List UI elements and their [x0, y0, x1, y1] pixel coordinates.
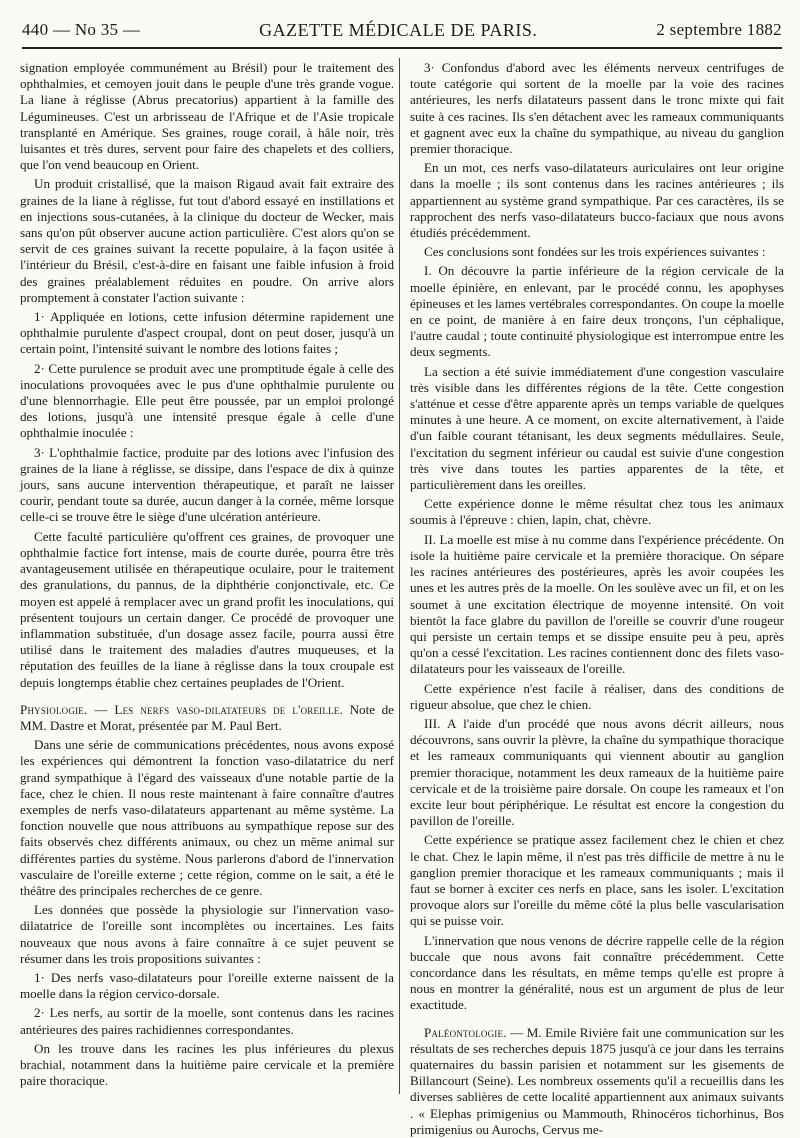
paragraph: 2· Les nerfs, au sortir de la moelle, sont contenus dans les racines antérieures des paires rachidiennes correspondantes.	[20, 1005, 394, 1037]
paragraph: Cette expérience se pratique assez facilement chez le chien et chez le chat. Chez le lapin même, il n'est pas très difficile de mettre à nu le ganglion premier thoracique et les rameaux communiquants ; mais il faut se borner à exciter ces nerfs en place, sans les isoler. L'excitation provoque alors sur l'oreille du même côté la plus belle vascularisation qui se puisse voir.	[410, 832, 784, 929]
paragraph: L'innervation que nous venons de décrire rappelle celle de la région buccale que nous avons fait connaître précédemment. Cette concordance dans les résultats, en même temps qu'elle est propre à nous en montrer la généralité, nous est un argument de plus de leur exactitude.	[410, 932, 784, 1013]
page-number: 440	[22, 20, 49, 39]
publication-title: GAZETTE MÉDICALE DE PARIS.	[259, 19, 538, 40]
paragraph: En un mot, ces nerfs vaso-dilatateurs auriculaires ont leur origine dans la moelle ; ils sont contenus dans les racines antérieures ; ils appartiennent au système grand sympathique. Par ces caractères, ils se rapprochent des nerfs vaso-dilatateurs bucco-faciaux que nous avons étudiés précédemment.	[410, 160, 784, 241]
issue-date: 2 septembre 1882	[656, 20, 782, 39]
paragraph: 3· L'ophthalmie factice, produite par des lotions avec l'infusion des graines de la liane à réglisse, se dissipe, dans l'espace de dix à quinze jours, sans aucune intervention thérapeutique, et paraît ne laisser courir, pendant toute sa durée, aucun danger à la cornée, même lorsque celle-ci se trouve être le siège d'une ulcération antérieure.	[20, 444, 394, 525]
section-byline: Note de MM. Dastre et Morat, présentée par M. Paul Bert.	[20, 701, 394, 733]
header-rule	[22, 47, 782, 49]
paragraph: III. A l'aide d'un procédé que nous avons décrit ailleurs, nous découvrons, sans ouvrir la plèvre, la chaîne du sympathique thoracique et les rameaux communiquants qui viennent aboutir au ganglion premier thoracique, notamment les deux rameaux de la huitième paire cervicale et de la troisième paire dorsale. On coupe les rameaux et l'on excite leur bout périphérique. Le résultat est encore la congestion du pavillon de l'oreille.	[410, 715, 784, 829]
paragraph: Dans une série de communications précédentes, nous avons exposé les expériences qui démontrent la fonction vaso-dilatatrice du nerf grand sympathique à l'égard des vaisseaux d'une notable partie de la face, chez le chien. Il nous reste maintenant à faire connaître d'autres exemples de nerfs vaso-dilatateurs appartenant au même système. La fonction nouvelle que nous attribuons au sympathique repose sur des faits observés chez différents animaux, ou chez un même animal sur différentes parties du système. Nous parlerons d'abord de l'innervation vasculaire de l'oreille externe ; cette région, comme on le sait, a été le théâtre des principales recherches de ce genre.	[20, 737, 394, 898]
paragraph: I. On découvre la partie inférieure de la région cervicale de la moelle épinière, en enlevant, par le procédé connu, les apophyses épineuses et les lames vertébrales correspondantes. On coupe la moelle en ce point, de manière à en faire deux tronçons, l'un céphalique, l'autre caudal ; toute continuité physiologique est interrompue entre les deux segments.	[410, 263, 784, 360]
paragraph: Cette expérience n'est facile à réaliser, dans des conditions de rigueur absolue, que chez le chien.	[410, 680, 784, 712]
paragraph: 3· Confondus d'abord avec les éléments nerveux centrifuges de toute catégorie qui sortent de la moelle par la voie des racines antérieures, les nerfs dilatateurs passent dans le tronc mixte qui fait suite à ces racines. Ils s'en détachent avec les rameaux communiquants et gagnent avec eux la chaîne du sympathique, au niveau du ganglion premier thoracique.	[410, 60, 784, 157]
left-column	[20, 60, 394, 1090]
paragraph: II. La moelle est mise à nu comme dans l'expérience précédente. On isole la huitième paire cervicale et la première thoracique. On sépare les racines antérieures des postérieures, après les avoir coupées les unes et les autres près de la moelle. On les soulève avec un fil, et on les soumet à une excitation électrique de moyenne intensité. On voit bientôt la face glabre du pavillon de l'oreille se couvrir d'une rougeur qui persiste un certain temps et se dissipe ensuite peu à peu, après qu'on a cessé l'excitation. Les racines contiennent donc des filets vaso-dilatateurs pour les vaisseaux de l'oreille.	[410, 531, 784, 677]
paragraph: Les données que possède la physiologie sur l'innervation vaso-dilatatrice de l'oreille sont incomplètes ou incertaines. Les faits nouveaux que nous avons à faire connaître à ce sujet peuvent se résumer dans les trois propositions suivantes :	[20, 902, 394, 966]
paragraph: La section a été suivie immédiatement d'une congestion vasculaire très visible dans les différentes régions de la tête. Cette congestion s'atténue et cesse d'être apparente après un temps variable de quelques minutes à une heure. A ce moment, on excite alternativement, à l'aide d'un faible courant tétanisant, les deux segments médullaires. Seule, l'excitation du segment inférieur ou caudal est suivie d'une congestion très vive dans toutes les parties apparentes de la tête, et particulièrement dans les oreilles.	[410, 363, 784, 493]
paragraph: 1· Des nerfs vaso-dilatateurs pour l'oreille externe naissent de la moelle dans la région cervico-dorsale.	[20, 969, 394, 1002]
paragraph: 1· Appliquée en lotions, cette infusion détermine rapidement une ophthalmie purulente d'aspect croupal, dont on peut doser, jusqu'à un certain point, l'intensité suivant le nombre des lotions faites ;	[20, 309, 394, 357]
paragraph: Cette expérience donne le même résultat chez tous les animaux soumis à l'épreuve : chien, lapin, chat, chèvre.	[410, 496, 784, 528]
section-label: Paléontologie.	[424, 1024, 507, 1040]
paragraph: Un produit cristallisé, que la maison Rigaud avait fait extraire des graines de la liane à réglisse, fut tout d'abord essayé en instillations et en injections sous-cutanées, à la clinique du docteur de Wecker, mais sans qu'on pût observer aucune action particulière. C'est alors qu'on se servit de ces graines suivant la recette populaire, à la façon usitée à l'intérieur du Brésil, c'est-à-dire en faisant une faible infusion à froid des graines préalablement réduites en poudre. On arrive alors promptement à constater l'action suivante :	[20, 176, 394, 305]
spacer	[410, 1017, 784, 1025]
section-heading-paleontology	[410, 1025, 784, 1138]
issue-number: — No 35 —	[52, 20, 141, 39]
section-heading-physiology	[20, 702, 394, 734]
paragraph: Cette faculté particulière qu'offrent ces graines, de provoquer une ophthalmie factice fort intense, mais de courte durée, pourra être très avantageusement utilisée en thérapeutique oculaire, pour le traitement des granulations, du pannus, de la diphthérie conjonctivale, etc. Ce moyen est appelé à remplacer avec un grand profit les inoculations, qui présentent toujours un certain danger. Ce procédé de provoquer une inflammation substituée, d'un dosage assez facile, pourra aussi être utilisé dans le traitement des maladies d'autres muqueuses, et la réputation des feuilles de la liane à réglisse dans la toux croupale est depuis longtemps établie chez certaines peuplades de l'Orient.	[20, 528, 394, 690]
right-column	[410, 60, 784, 1137]
column-divider	[399, 58, 400, 1094]
section-body: — M. Emile Rivière fait une communication sur les résultats de ses recherches depuis 1875 jusqu'à ce jour dans les terrains quaternaires du bassin parisien et notamment sur les gisements de Billancourt (Seine). Les nombreux ossements qu'il a recueillis dans les diverses sablières de cette localité appartiennent aux animaux suivants . « Elephas primigenius ou Mammouth, Rhinocéros tichorhinus, Bos primigenius ou Aurochs, Cervus me-	[410, 1024, 784, 1137]
spacer	[20, 694, 394, 702]
paragraph: On les trouve dans les racines les plus inférieures du plexus brachial, notamment dans la huitième paire cervicale et la première paire thoracique.	[20, 1040, 394, 1089]
page-number-and-issue	[22, 20, 140, 40]
paragraph: 2· Cette purulence se produit avec une promptitude égale à celle des inoculations provoquées avec le pus d'une ophthalmie purulente ou d'une blennorrhagie. Elle peut être poussée, par un emploi prolongé des lotions, jusqu'à une intensité presque égale à celle d'une ophthalmie inoculée :	[20, 360, 394, 441]
paragraph: signation employée communément au Brésil) pour le traitement des ophthalmies, et cemoyen jouit dans le peuple d'une très grande vogue. La liane à réglisse (Abrus precatorius) appartient à la famille des Légumineuses. C'est un arbrisseau de l'Afrique et de l'Asie tropicale transplanté en Amérique. Ses graines, rouge corail, à hâle noir, très luisantes et très dures, servent pour faire des chapelets et des colliers, que l'on vend beaucoup en Orient.	[20, 60, 394, 173]
section-label: Physiologie. — Les nerfs vaso-dilatateurs de l'oreille.	[20, 701, 343, 717]
paragraph: Ces conclusions sont fondées sur les trois expériences suivantes :	[424, 244, 766, 260]
page-header	[22, 14, 782, 46]
